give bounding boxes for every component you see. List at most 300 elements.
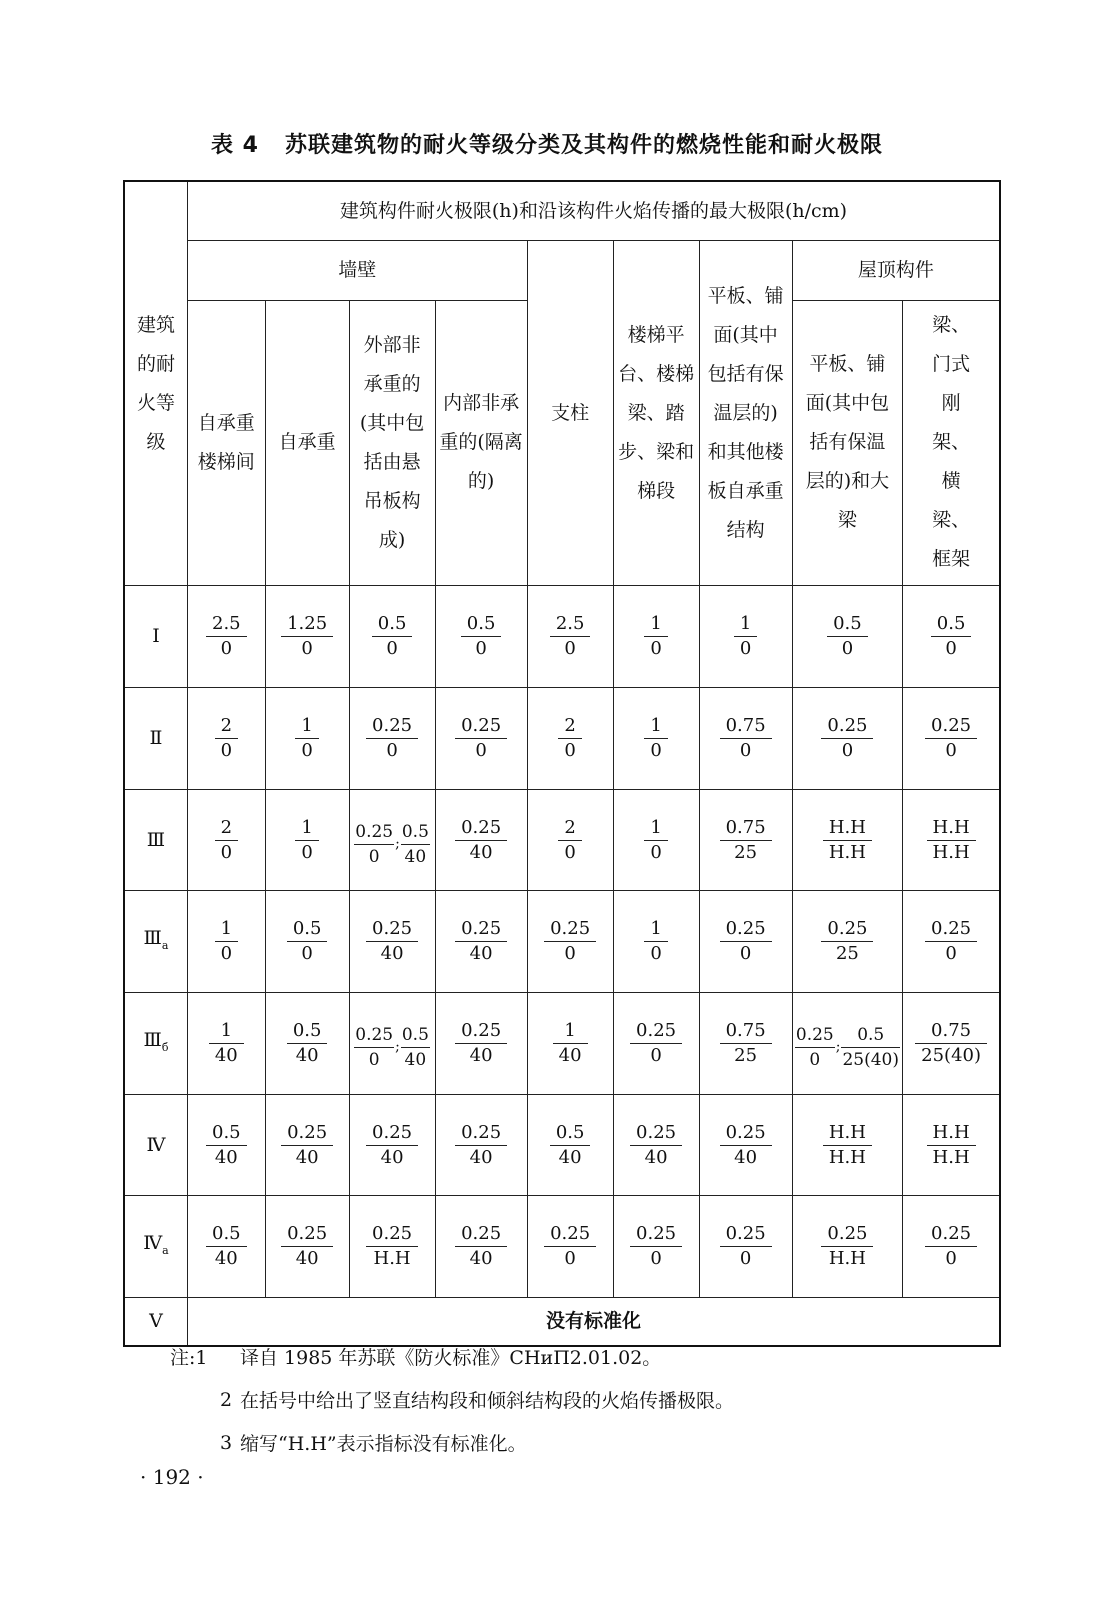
col-header-beams-frames: 梁、门式刚架、横梁、框架 (903, 300, 1000, 586)
table-cell (349, 586, 435, 688)
numerator: 0.25 (925, 1222, 977, 1247)
table-cell (435, 1196, 527, 1298)
numerator: 0.75 (720, 714, 772, 739)
denominator: 0 (220, 739, 233, 761)
table-cell (613, 1196, 699, 1298)
table-row (124, 993, 1000, 1095)
table-cell (903, 1196, 1000, 1298)
col-header-self-bearing: 自承重 (265, 300, 349, 586)
denominator: 40 (644, 1146, 668, 1168)
numerator: 2.5 (550, 612, 591, 637)
numerator: 0.25 (630, 1121, 682, 1146)
denominator: 40 (380, 943, 404, 965)
roof-group-header: 屋顶构件 (792, 241, 1000, 301)
numerator: 0.25 (925, 917, 977, 942)
numerator: 0.5 (372, 612, 413, 637)
denominator: 40 (404, 1049, 427, 1070)
fraction-value (366, 917, 418, 966)
fraction-value (550, 612, 591, 661)
denominator: 0 (739, 638, 752, 660)
denominator: 0 (368, 1049, 380, 1070)
numerator: 0.5 (931, 612, 972, 637)
denominator: 40 (295, 1044, 319, 1066)
denominator: 40 (558, 1044, 582, 1066)
numerator: 1 (295, 816, 318, 841)
fraction-value (558, 714, 581, 763)
denominator: 40 (295, 1146, 319, 1168)
fraction-value (795, 1023, 835, 1072)
numerator: 2 (215, 714, 238, 739)
table-cell (349, 687, 435, 789)
denominator: 40 (469, 1044, 493, 1066)
numerator: 0.5 (461, 612, 502, 637)
fraction-pair (795, 1023, 900, 1072)
numerator: 0.25 (455, 714, 507, 739)
table-row (124, 891, 1000, 993)
table-cell (265, 586, 349, 688)
table-cell (699, 687, 792, 789)
table-cell (613, 891, 699, 993)
table-number: 表 4 (211, 133, 259, 158)
page-number: · 192 · (140, 1465, 204, 1489)
denominator: H.H (828, 841, 866, 863)
fraction-value (455, 1019, 507, 1068)
denominator: 40 (214, 1248, 238, 1270)
numerator: 0.5 (550, 1121, 591, 1146)
numerator: 0.5 (287, 1019, 328, 1044)
fraction-value (455, 1121, 507, 1170)
fire-resistance-table (123, 180, 1001, 1347)
fraction-value (630, 1019, 682, 1068)
fraction-value (461, 612, 502, 661)
table-cell (792, 789, 903, 891)
denominator: 0 (650, 943, 662, 965)
fraction-value (455, 816, 507, 865)
fraction-value (366, 1121, 418, 1170)
fraction-value (734, 612, 757, 661)
table-cell (435, 1094, 527, 1196)
table-cell (187, 1094, 265, 1196)
table-cell (265, 687, 349, 789)
fraction-value (925, 917, 977, 966)
note-row (170, 1378, 1030, 1421)
fraction-value (366, 714, 418, 763)
numerator: 0.25 (630, 1222, 682, 1247)
table-cell (435, 891, 527, 993)
table-cell (527, 586, 613, 688)
note-index: 3 (219, 1431, 233, 1454)
numerator: 1 (215, 917, 238, 942)
denominator: 0 (650, 841, 662, 863)
numerator: 0.25 (821, 1222, 873, 1247)
table-cell (187, 993, 265, 1095)
fraction-value (553, 1019, 588, 1068)
fraction-value (925, 1222, 977, 1271)
numerator: 0.5 (401, 1023, 430, 1048)
col-header-roof-slab: 平板、铺面(其中包括有保温层的)和大梁 (792, 300, 903, 586)
numerator: 0.25 (821, 714, 873, 739)
denominator: 40 (380, 1146, 404, 1168)
fraction-value (206, 1121, 247, 1170)
table-cell (527, 1196, 613, 1298)
fraction-value (915, 1019, 987, 1068)
denominator: 0 (564, 943, 576, 965)
not-standardized-cell: 没有标准化 (187, 1298, 1000, 1346)
table-cell (265, 1094, 349, 1196)
fraction-value (927, 1121, 976, 1170)
denominator: 0 (650, 638, 662, 660)
fraction-value (644, 612, 667, 661)
fraction-value (630, 1222, 682, 1271)
denominator: H.H (828, 1248, 866, 1270)
fraction-value (550, 1121, 591, 1170)
table-title (0, 128, 1094, 159)
fraction-value (206, 1222, 247, 1271)
denominator: 40 (214, 1146, 238, 1168)
denominator: 0 (841, 739, 854, 761)
grade-cell: Ⅱ (124, 687, 187, 789)
numerator: 0.25 (455, 1121, 507, 1146)
numerator: 0.5 (206, 1222, 247, 1247)
numerator: 0.25 (281, 1222, 333, 1247)
numerator: 0.5 (401, 820, 430, 845)
numerator: H.H (823, 1121, 872, 1146)
numerator: 0.25 (366, 714, 418, 739)
table-cell (265, 993, 349, 1095)
grade-cell: Ⅰ (124, 586, 187, 688)
fraction-value (720, 1222, 772, 1271)
col-header-column: 支柱 (527, 241, 613, 586)
numerator: 1 (553, 1019, 588, 1044)
fraction-value (281, 1222, 333, 1271)
fraction-value (720, 917, 772, 966)
table-cell (613, 789, 699, 891)
numerator: 0.25 (720, 1222, 772, 1247)
wall-group-header: 墙壁 (187, 241, 527, 301)
numerator: 0.25 (366, 917, 418, 942)
grade-cell: $Ⅳ_a$ (124, 1196, 187, 1298)
table-row (124, 1196, 1000, 1298)
fraction-value (281, 612, 333, 661)
fraction-value (401, 820, 430, 869)
denominator: 0 (301, 638, 313, 660)
table-cell (349, 1094, 435, 1196)
grade-cell: $Ⅲ_б$ (124, 993, 187, 1095)
fraction-value (354, 1023, 394, 1072)
fraction-value (644, 714, 667, 763)
table-row (124, 586, 1000, 688)
note-text: 译自 1985 年苏联《防火标准》CHиП2.01.02。 (240, 1347, 662, 1369)
table-cell (903, 993, 1000, 1095)
grade-cell: $Ⅲ_a$ (124, 891, 187, 993)
separator: ; (835, 1038, 841, 1055)
fraction-value (455, 1222, 507, 1271)
table-cell (792, 1196, 903, 1298)
table-caption: 苏联建筑物的耐火等级分类及其构件的燃烧性能和耐火极限 (284, 133, 883, 158)
fraction-value (823, 816, 872, 865)
grade-cell: Ⅲ (124, 789, 187, 891)
notes (170, 1335, 1030, 1464)
fraction-value (209, 1019, 244, 1068)
table-cell (792, 1094, 903, 1196)
note-row (170, 1421, 1030, 1464)
numerator: 0.25 (354, 820, 394, 845)
denominator: 0 (809, 1049, 821, 1070)
table-cell (435, 586, 527, 688)
denominator: H.H (828, 1146, 866, 1168)
numerator: 0.25 (455, 1222, 507, 1247)
table-cell (187, 1196, 265, 1298)
numerator: 0.5 (827, 612, 868, 637)
denominator: 0 (650, 739, 662, 761)
numerator: 0.75 (915, 1019, 987, 1044)
denominator: H.H (373, 1248, 411, 1270)
fraction-value (821, 1222, 873, 1271)
denominator: 25 (835, 943, 859, 965)
numerator: H.H (927, 1121, 976, 1146)
denominator: 0 (301, 841, 313, 863)
numerator: 0.25 (281, 1121, 333, 1146)
numerator: 0.75 (720, 816, 772, 841)
fraction-value (644, 917, 667, 966)
note-index: 2 (219, 1388, 233, 1411)
denominator: H.H (932, 841, 970, 863)
denominator: 0 (650, 1044, 662, 1066)
numerator: 2 (215, 816, 238, 841)
table-cell (792, 891, 903, 993)
numerator: 0.5 (206, 1121, 247, 1146)
col-header-external-nonbearing: 外部非承重的(其中包括由悬吊板构成) (349, 300, 435, 586)
table-cell (903, 1094, 1000, 1196)
fraction-value (720, 1121, 772, 1170)
numerator: 0.25 (720, 917, 772, 942)
table-cell (265, 891, 349, 993)
denominator: 0 (301, 943, 313, 965)
fraction-value (354, 820, 394, 869)
table-cell (699, 993, 792, 1095)
table-cell (187, 891, 265, 993)
fraction-value (215, 917, 238, 966)
numerator: 0.25 (366, 1121, 418, 1146)
numerator: 1.25 (281, 612, 333, 637)
numerator: 0.25 (455, 816, 507, 841)
denominator: 25(40) (842, 1049, 899, 1070)
fraction-value (720, 1019, 772, 1068)
table-cell (903, 687, 1000, 789)
table-cell (527, 1094, 613, 1196)
note-text: 在括号中给出了竖直结构段和倾斜结构段的火焰传播极限。 (240, 1390, 735, 1412)
denominator: 0 (945, 943, 957, 965)
col-header-self-bearing-stairwell: 自承重楼梯间 (187, 300, 265, 586)
numerator: 0.25 (821, 917, 873, 942)
denominator: 0 (739, 943, 752, 965)
table-cell (613, 1094, 699, 1196)
fraction-value (366, 1222, 418, 1271)
fraction-value (206, 612, 247, 661)
table-cell (792, 993, 903, 1095)
denominator: 0 (564, 739, 576, 761)
fraction-value (215, 714, 238, 763)
fraction-value (823, 1121, 872, 1170)
table-row (124, 1094, 1000, 1196)
fraction-value (927, 816, 976, 865)
fraction-pair (354, 1023, 430, 1072)
table-cell (699, 1196, 792, 1298)
fraction-value (827, 612, 868, 661)
numerator: 0.25 (544, 1222, 596, 1247)
numerator: 2 (558, 816, 581, 841)
denominator: 0 (739, 1248, 752, 1270)
fraction-value (401, 1023, 430, 1072)
table-cell (187, 789, 265, 891)
fraction-value (295, 714, 318, 763)
fraction-value (455, 917, 507, 966)
denominator: 0 (564, 841, 576, 863)
fraction-value (720, 714, 772, 763)
numerator: H.H (927, 816, 976, 841)
denominator: 40 (734, 1146, 758, 1168)
numerator: 1 (734, 612, 757, 637)
denominator: 0 (301, 739, 313, 761)
denominator: 0 (220, 943, 233, 965)
numerator: 1 (644, 816, 667, 841)
fraction-value (925, 714, 977, 763)
separator: ; (395, 835, 400, 852)
denominator: 0 (475, 739, 487, 761)
fraction-value (821, 917, 873, 966)
fraction-value (544, 1222, 596, 1271)
fraction-value (295, 816, 318, 865)
table-cell (699, 586, 792, 688)
numerator: 0.25 (455, 1019, 507, 1044)
denominator: 40 (469, 1248, 493, 1270)
notes-label: 注:1 (170, 1347, 208, 1369)
numerator: 0.75 (720, 1019, 772, 1044)
numerator: 0.5 (287, 917, 328, 942)
numerator: 1 (644, 917, 667, 942)
table-cell (265, 1196, 349, 1298)
table-cell (349, 993, 435, 1095)
fraction-value (372, 612, 413, 661)
denominator: 0 (368, 846, 380, 867)
fraction-pair (354, 820, 430, 869)
numerator: 0.25 (925, 714, 977, 739)
table-cell (265, 789, 349, 891)
table-cell (527, 993, 613, 1095)
table-cell (527, 687, 613, 789)
denominator: H.H (932, 1146, 970, 1168)
denominator: 0 (841, 638, 854, 660)
fraction-value (544, 917, 596, 966)
fraction-value (644, 816, 667, 865)
denominator: 0 (945, 739, 957, 761)
fraction-value (455, 714, 507, 763)
table-cell (699, 1094, 792, 1196)
table-row (124, 789, 1000, 891)
denominator: 0 (739, 739, 752, 761)
table-cell (435, 993, 527, 1095)
denominator: 0 (475, 638, 487, 660)
top-header: 建筑构件耐火极限(h)和沿该构件火焰传播的最大极限(h/cm) (187, 181, 1000, 241)
fraction-value (281, 1121, 333, 1170)
fraction-value (720, 816, 772, 865)
denominator: 0 (386, 739, 398, 761)
denominator: 40 (469, 943, 493, 965)
numerator: 0.25 (366, 1222, 418, 1247)
table-cell (187, 687, 265, 789)
note-row (170, 1335, 1030, 1378)
denominator: 40 (214, 1044, 238, 1066)
table-cell (187, 586, 265, 688)
denominator: 40 (404, 846, 427, 867)
table-cell (903, 789, 1000, 891)
fraction-value (558, 816, 581, 865)
numerator: H.H (823, 816, 872, 841)
fraction-value (287, 1019, 328, 1068)
denominator: 0 (386, 638, 398, 660)
table-cell (613, 586, 699, 688)
table-cell (699, 789, 792, 891)
denominator: 0 (220, 638, 233, 660)
numerator: 0.25 (544, 917, 596, 942)
numerator: 1 (644, 714, 667, 739)
numerator: 0.25 (630, 1019, 682, 1044)
denominator: 25 (734, 841, 758, 863)
table-cell (349, 891, 435, 993)
denominator: 40 (558, 1146, 582, 1168)
table-cell (613, 687, 699, 789)
denominator: 25 (734, 1044, 758, 1066)
table-cell (527, 891, 613, 993)
denominator: 40 (469, 841, 493, 863)
numerator: 2.5 (206, 612, 247, 637)
note-text: 缩写“H.H”表示指标没有标准化。 (240, 1433, 527, 1455)
numerator: 0.25 (455, 917, 507, 942)
table-cell (349, 1196, 435, 1298)
table-cell (527, 789, 613, 891)
numerator: 1 (644, 612, 667, 637)
numerator: 2 (558, 714, 581, 739)
table-cell (792, 586, 903, 688)
numerator: 1 (209, 1019, 244, 1044)
fraction-value (215, 816, 238, 865)
col-header-internal-nonbearing: 内部非承重的(隔离的) (435, 300, 527, 586)
table-cell (792, 687, 903, 789)
grade-header: 建筑的耐火等级 (124, 181, 187, 586)
numerator: 0.25 (354, 1023, 394, 1048)
table-cell (903, 891, 1000, 993)
table-cell (435, 789, 527, 891)
denominator: 40 (295, 1248, 319, 1270)
grade-cell: Ⅴ (124, 1298, 187, 1346)
fraction-value (630, 1121, 682, 1170)
table-cell (349, 789, 435, 891)
fraction-value (287, 917, 328, 966)
denominator: 0 (564, 1248, 576, 1270)
denominator: 40 (469, 1146, 493, 1168)
table-cell (613, 993, 699, 1095)
table-cell (903, 586, 1000, 688)
col-header-slab-floor: 平板、铺面(其中包括有保温层的)和其他楼板自承重结构 (699, 241, 792, 586)
fraction-value (821, 714, 873, 763)
denominator: 25(40) (921, 1044, 982, 1066)
grade-cell: Ⅳ (124, 1094, 187, 1196)
denominator: 0 (564, 638, 576, 660)
separator: ; (395, 1038, 400, 1055)
fraction-value (931, 612, 972, 661)
table-cell (435, 687, 527, 789)
numerator: 0.25 (720, 1121, 772, 1146)
